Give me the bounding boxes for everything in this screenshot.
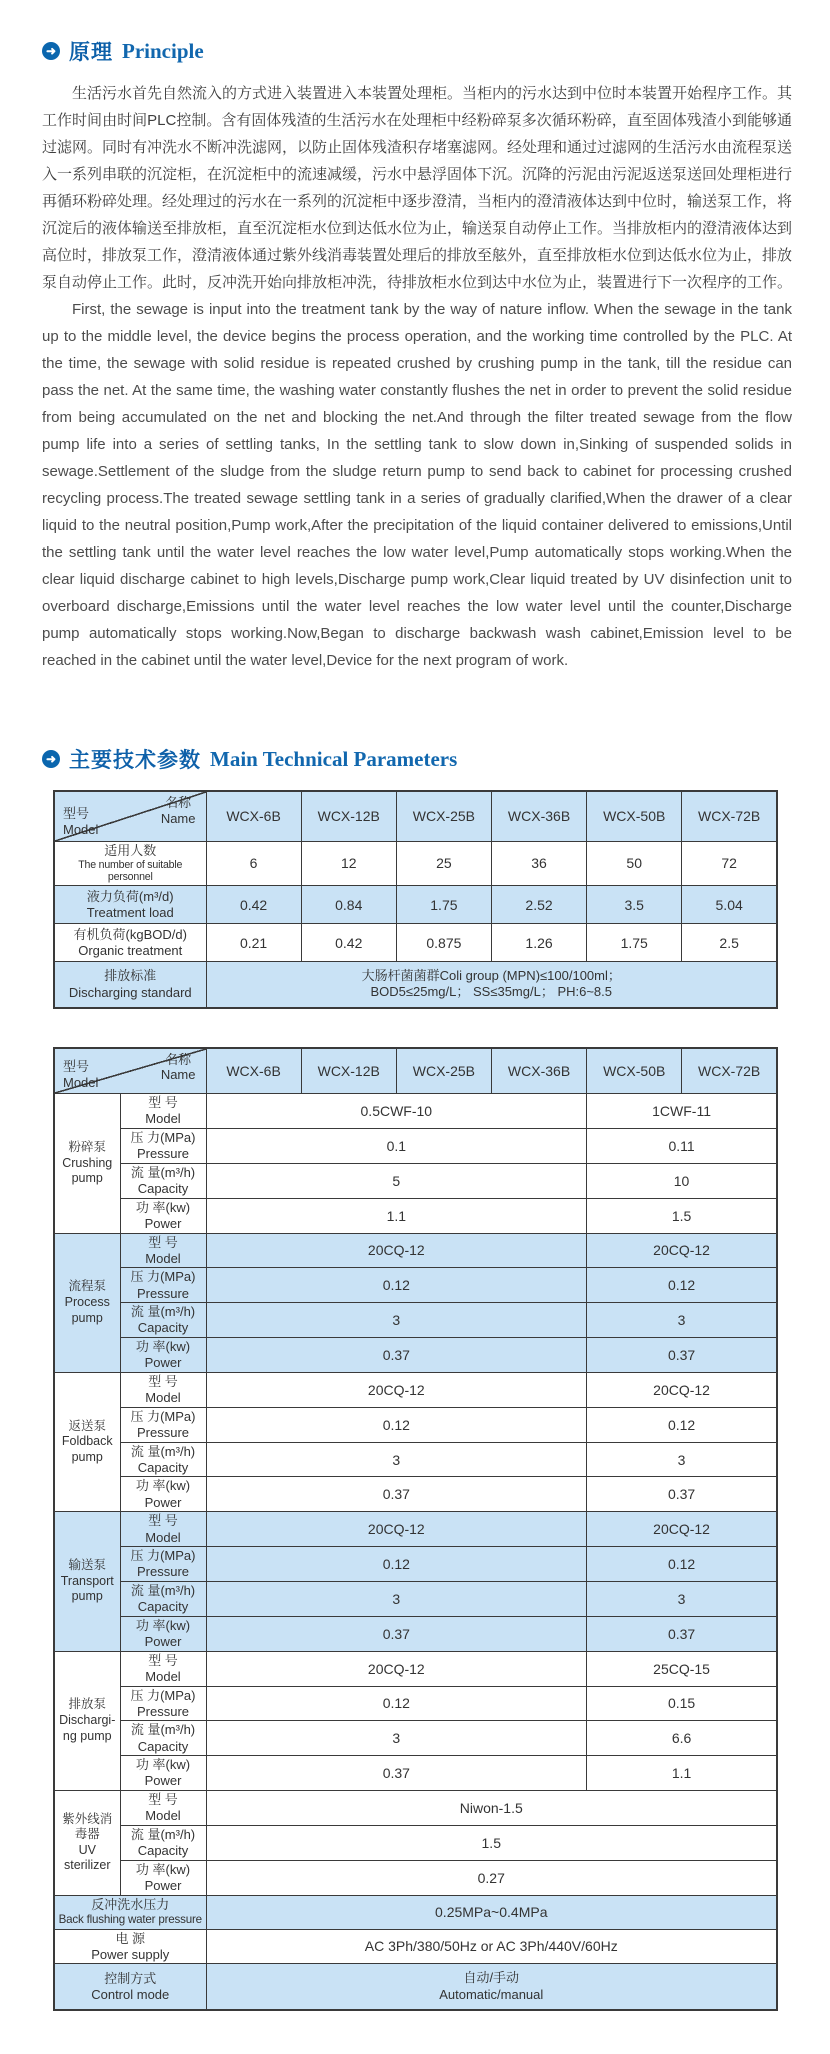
model-header: WCX-50B [587,791,682,841]
value-cell: 0.12 [206,1407,587,1442]
value-cell: 20CQ-12 [206,1233,587,1268]
table-row [54,1616,777,1651]
value-cell: 0.1 [206,1129,587,1164]
model-header: WCX-6B [206,1048,301,1094]
value-cell: 1.5 [587,1198,777,1233]
value-cell: 0.37 [206,1477,587,1512]
table-row [54,841,777,886]
value-cell: 0.11 [587,1129,777,1164]
corner-model-label: 型号 Model [63,806,99,837]
corner-cell [54,1048,206,1094]
row-label: 型 号 Model [120,1651,206,1686]
row-label: 有机负荷(kgBOD/d) Organic treatment [54,924,206,962]
value-cell: 1.5 [206,1825,777,1860]
value-cell: 20CQ-12 [206,1512,587,1547]
value-cell: 0.12 [206,1547,587,1582]
principle-title-en: Principle [122,38,204,63]
pump-group-label: 粉碎泵 Crushing pump [54,1094,120,1233]
table-row [54,1268,777,1303]
table-row [54,1581,777,1616]
table-row [54,1895,777,1929]
pump-group-label: 流程泵 Process pump [54,1233,120,1372]
value-cell: 0.12 [587,1268,777,1303]
value-cell: 0.27 [206,1860,777,1895]
row-label: 功 率(kw) Power [120,1198,206,1233]
value-cell: 25 [396,841,491,886]
row-label: 功 率(kw) Power [120,1616,206,1651]
row-label: 压 力(MPa) Pressure [120,1129,206,1164]
pump-group-label: 输送泵 Transport pump [54,1512,120,1651]
value-cell: 0.37 [587,1616,777,1651]
value-cell: 0.84 [301,886,396,924]
value-cell: 20CQ-12 [206,1651,587,1686]
row-label: 流 量(m³/h) Capacity [120,1581,206,1616]
row-label: 排放标准 Discharging standard [54,962,206,1008]
table-row [54,1163,777,1198]
row-label: 功 率(kw) Power [120,1756,206,1791]
row-label: 液力负荷(m³/d) Treatment load [54,886,206,924]
value-cell: 3 [206,1442,587,1477]
value-cell: 0.12 [587,1547,777,1582]
value-cell: 0.25MPa~0.4MPa [206,1895,777,1929]
table-row [54,1686,777,1721]
principle-paragraph-chinese: 生活污水首先自然流入的方式进入装置进入本装置处理柜。当柜内的污水达到中位时本装置开始程序工作。其工作时间由时间PLC控制。含有固体残渣的生活污水在处理柜中经粉碎泵多次循环粉碎，直至固体残渣小到能够通过滤网。同时有冲洗水不断冲洗滤网，以防止固体残渣积存堵塞滤网。经处理和通过过滤网的生活污水由流程泵送入一系列串联的沉淀柜，在沉淀柜中的流速减缓，污水中悬浮固体下沉。沉降的污泥由污泥返送泵送回处理柜进行再循环粉碎处理。经处理过的污水在一系列的沉淀柜中逐步澄清，当柜内的澄清液体达到中位时，输送泵工作，将沉淀后的液体输送至排放柜，直至沉淀柜水位到达低水位为止，输送泵自动停止工作。当排放柜内的澄清液体达到高位时，排放泵工作，澄清液体通过紫外线消毒装置处理后的排放至舷外，直至排放柜水位到达低水位为止，排放泵自动停止工作。此时，反冲洗开始向排放柜冲洗，待排放柜水位到达中水位为止，装置进行下一次程序的工作。 [42,85,793,291]
value-cell: 0.42 [301,924,396,962]
row-label: 型 号 Model [120,1512,206,1547]
table-row [54,1338,777,1373]
table-row [54,1547,777,1582]
arrow-circle-icon: ➜ [42,42,60,60]
value-cell: 2.52 [491,886,586,924]
row-label: 功 率(kw) Power [120,1477,206,1512]
value-cell: 20CQ-12 [206,1372,587,1407]
parameters-title-en: Main Technical Parameters [210,746,458,771]
corner-model-label: 型号 Model [63,1058,99,1090]
value-cell: 0.42 [206,886,301,924]
table-row [54,1094,777,1129]
value-cell: 1.1 [587,1756,777,1791]
value-cell: 0.12 [206,1268,587,1303]
row-label: 流 量(m³/h) Capacity [120,1721,206,1756]
table-row [54,1512,777,1547]
table-row [54,1721,777,1756]
section-heading-parameters [42,744,792,774]
table-row [54,1860,777,1895]
value-cell: Niwon-1.5 [206,1791,777,1826]
main-parameters-table [53,790,778,1009]
table-row [54,1791,777,1826]
table-row [54,1303,777,1338]
row-label: 流 量(m³/h) Capacity [120,1442,206,1477]
principle-paragraph-english: First, the sewage is input into the treatment tank by the way of nature inflow. When the sewage in the tank up to the middle level, the device begins the process operation, and the working time controlled by the PLC. At the time, the sewage with solid residue is repeated crushed by crushing pump in the tank, till the residue can pass the net. At the same time, the washing water constantly flushes the net in order to prevent the solid residue from being accumulated on the net and blocking the net.And through the filter treated sewage from the flow pump life into a series of settling tanks, In the settling tank to slow down in,Sinking of suspended solids in sewage.Settlement of the sludge from the sludge return pump to send back to cabinet for processing crushed recycling process.The treated sewage settling tank in a series of gradually clarified,When the drawer of a clear liquid to the neutral position,Pump work,After the precipitation of the liquid container delivered to emissions,Until the settling tank until the water level reaches the low water level,Pump automatically stops working.When the clear liquid discharge cabinet to high levels,Discharge pump work,Clear liquid treated by UV disinfection unit to overboard discharge,Emissions until the water level reaches the low water level until the counter,Discharge pump automatically stops working.Now,Began to discharge backwash wash cabinet,Emission level to be reached in the cabinet until the water level,Device for the next program of work. [42,301,792,669]
row-label: 压 力(MPa) Pressure [120,1686,206,1721]
pump-group-label: 排放泵 Dischargi-ng pump [54,1651,120,1790]
value-cell: 0.21 [206,924,301,962]
table-row [54,1407,777,1442]
value-cell: 6.6 [587,1721,777,1756]
row-label: 型 号 Model [120,1372,206,1407]
model-header: WCX-25B [396,1048,491,1094]
value-cell: 1CWF-11 [587,1094,777,1129]
row-label: 电 源 Power supply [54,1929,206,1964]
value-cell: 20CQ-12 [587,1512,777,1547]
row-label: 适用人数 The number of suitable personnel [54,841,206,886]
value-cell: 3 [587,1581,777,1616]
value-cell: 5 [206,1163,587,1198]
table-row [54,1825,777,1860]
table-row [54,1129,777,1164]
model-header: WCX-12B [301,1048,396,1094]
value-cell: 5.04 [682,886,777,924]
value-cell: 6 [206,841,301,886]
corner-cell [54,791,206,841]
row-label: 流 量(m³/h) Capacity [120,1163,206,1198]
parameters-title-zh: 主要技术参数 [69,749,201,772]
value-cell: 2.5 [682,924,777,962]
row-label: 控制方式 Control mode [54,1964,206,2010]
value-cell: 3 [587,1303,777,1338]
value-cell: 1.75 [396,886,491,924]
value-cell: 3 [206,1581,587,1616]
value-cell: 0.12 [206,1686,587,1721]
table-row [54,886,777,924]
row-label: 流 量(m³/h) Capacity [120,1825,206,1860]
table-row [54,1477,777,1512]
table-row [54,1756,777,1791]
value-cell: 1.26 [491,924,586,962]
value-cell: 50 [587,841,682,886]
value-cell: 0.37 [206,1616,587,1651]
row-label: 流 量(m³/h) Capacity [120,1303,206,1338]
table-row [54,1651,777,1686]
discharging-standard-value: 大肠杆菌菌群Coli group (MPN)≤100/100ml； BOD5≤25mg/L； SS≤35mg/L； PH:6~8.5 [206,962,777,1008]
value-cell: 0.875 [396,924,491,962]
table-row [54,962,777,1008]
value-cell: 1.1 [206,1198,587,1233]
model-header: WCX-25B [396,791,491,841]
value-cell: 0.37 [206,1338,587,1373]
value-cell: 0.15 [587,1686,777,1721]
pump-parameters-table [53,1047,778,2011]
table-row [54,924,777,962]
pump-group-label: 紫外线消毒器 UV sterilizer [54,1791,120,1896]
value-cell: 0.37 [587,1477,777,1512]
value-cell: 3 [206,1303,587,1338]
row-label: 型 号 Model [120,1791,206,1826]
value-cell: 3 [587,1442,777,1477]
value-cell: AC 3Ph/380/50Hz or AC 3Ph/440V/60Hz [206,1929,777,1964]
table-row [54,1372,777,1407]
value-cell: 3 [206,1721,587,1756]
model-header: WCX-36B [491,791,586,841]
table-row [54,1198,777,1233]
row-label: 反冲洗水压力 Back flushing water pressure [54,1895,206,1929]
value-cell: 自动/手动 Automatic/manual [206,1964,777,2010]
row-label: 压 力(MPa) Pressure [120,1268,206,1303]
value-cell: 20CQ-12 [587,1372,777,1407]
table-header-row [54,1048,777,1094]
table-row [54,1964,777,2010]
value-cell: 0.12 [587,1407,777,1442]
value-cell: 0.5CWF-10 [206,1094,587,1129]
value-cell: 0.37 [587,1338,777,1373]
row-label: 压 力(MPa) Pressure [120,1407,206,1442]
arrow-circle-icon: ➜ [42,750,60,768]
value-cell: 12 [301,841,396,886]
table-row [54,1929,777,1964]
model-header: WCX-72B [682,1048,777,1094]
value-cell: 36 [491,841,586,886]
pump-group-label: 返送泵 Foldback pump [54,1372,120,1511]
value-cell: 3.5 [587,886,682,924]
row-label: 功 率(kw) Power [120,1338,206,1373]
model-header: WCX-36B [491,1048,586,1094]
table-header-row [54,791,777,841]
value-cell: 1.75 [587,924,682,962]
row-label: 功 率(kw) Power [120,1860,206,1895]
section-heading-principle [42,36,792,66]
value-cell: 72 [682,841,777,886]
row-label: 型 号 Model [120,1233,206,1268]
value-cell: 10 [587,1163,777,1198]
corner-name-label: 名称 Name [160,1051,196,1083]
principle-title-zh: 原理 [69,41,113,64]
table-row [54,1233,777,1268]
value-cell: 20CQ-12 [587,1233,777,1268]
model-header: WCX-72B [682,791,777,841]
model-header: WCX-6B [206,791,301,841]
row-label: 压 力(MPa) Pressure [120,1547,206,1582]
value-cell: 25CQ-15 [587,1651,777,1686]
value-cell: 0.37 [206,1756,587,1791]
model-header: WCX-12B [301,791,396,841]
row-label: 型 号 Model [120,1094,206,1129]
corner-name-label: 名称 Name [160,795,196,826]
model-header: WCX-50B [587,1048,682,1094]
table-row [54,1442,777,1477]
